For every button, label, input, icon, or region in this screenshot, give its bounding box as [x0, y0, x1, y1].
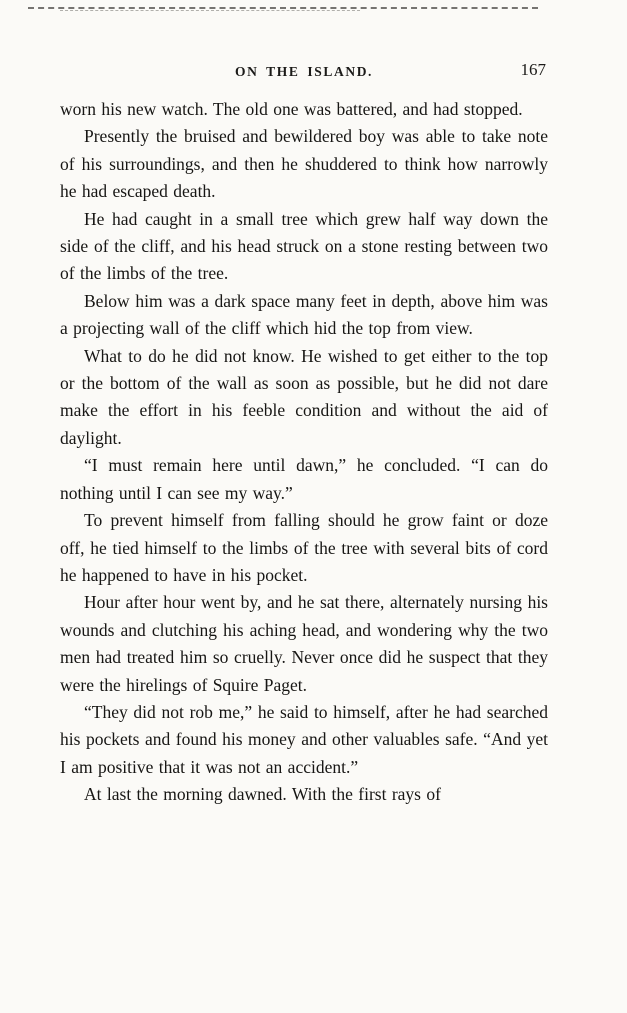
page-header	[60, 60, 548, 82]
paragraph: “I must remain here until dawn,” he concluded. “I can do nothing until I can see my way.”	[60, 455, 548, 503]
scan-edge-artifact-secondary	[60, 10, 360, 11]
paragraph: He had caught in a small tree which grew half way down the side of the cliff, and his head struck on a stone resting between two of the limbs of the tree.	[60, 208, 548, 284]
paragraph: Below him was a dark space many feet in depth, above him was a projecting wall of the cliff which hid the top from view.	[60, 290, 548, 339]
running-title: ON THE ISLAND.	[234, 64, 374, 79]
paragraph: What to do he did not know. He wished to get either to the top or the bottom of the wall as soon as possible, but he did not dare make the effort in his feeble condition and without the aid of daylight.	[60, 345, 548, 448]
page-number: 167	[520, 60, 546, 79]
paragraph: Hour after hour went by, and he sat there, alternately nursing his wounds and clutching his aching head, and wondering why the two men had treated him so cruelly. Never once did he suspect that they were the hirelings of Squire Paget.	[60, 592, 548, 695]
paragraph: “They did not rob me,” he said to himself, after he had searched his pockets and found his money and other valuables safe. “And yet I am positive that it was not an accident.”	[60, 701, 548, 777]
paragraph: At last the morning dawned. With the first rays of	[84, 784, 441, 805]
page-text-block	[60, 96, 548, 809]
paragraph: worn his new watch. The old one was battered, and had stopped.	[60, 99, 523, 119]
paragraph: To prevent himself from falling should he grow faint or doze off, he tied himself to the limbs of the tree with several bits of cord he happened to have in his pocket.	[60, 510, 548, 585]
scan-edge-artifact	[28, 7, 538, 9]
paragraph: Presently the bruised and bewildered boy was able to take note of his surroundings, and then he shuddered to think how narrowly he had escaped death.	[60, 126, 548, 202]
